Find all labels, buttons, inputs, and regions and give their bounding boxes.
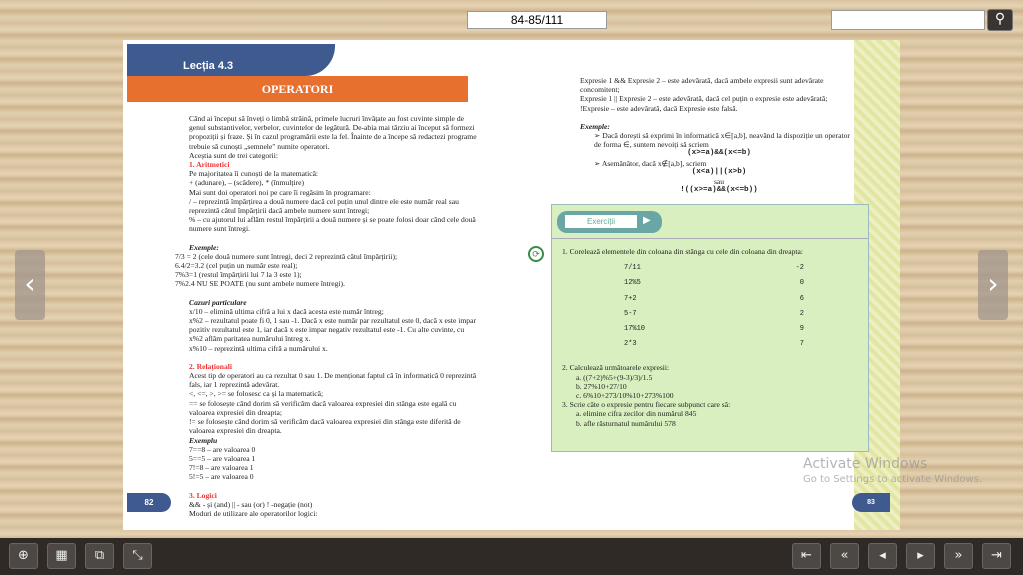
left-item: 17%10	[624, 325, 646, 334]
right-item: 2	[799, 309, 804, 318]
prev-button[interactable]	[868, 543, 897, 569]
subheading: Cazuri particulare	[189, 297, 247, 307]
example: 6.4/2=3.2 (cel puțin un număr este real);	[175, 261, 298, 271]
paragraph: !Expresie – este adevărată, dacă Expresie este falsă.	[580, 103, 738, 113]
watermark-subtitle: Go to Settings to activate Windows.	[803, 473, 983, 485]
example: 7==8 – are valoarea 0	[189, 444, 256, 454]
paragraph: % – cu ajutorul lui aflăm restul împărțirii a două numere și se poate folosi doar când cele două numere sunt întregi.	[189, 215, 476, 234]
paragraph: x%10 – reprezintă ultima cifră a numărului x.	[189, 343, 328, 353]
paragraph: x/10 – elimină ultima cifră a lui x dacă acesta este număr întreg;	[189, 306, 384, 316]
section-heading: 3. Logici	[189, 490, 217, 500]
paragraph: Expresie 1 || Expresie 2 – este adevărată, dacă cel puțin o expresie este adevărată;	[580, 94, 828, 104]
paragraph: / – reprezintă împărțirea a două numere dacă cel puțin unul dintre ele este număr real sau reprezintă câtul împărțirii dacă ambele numere sunt întregi;	[189, 196, 459, 216]
exercises-box	[551, 204, 869, 452]
exercise-item: a. ((7+2)%5+(9-3)/3)/1.5	[576, 372, 653, 382]
next-icon: ▸	[917, 548, 924, 563]
last-page-icon: ⇥	[991, 548, 1002, 563]
left-item: 7+2	[624, 294, 637, 303]
right-page-text	[580, 76, 858, 195]
first-page-icon: ⇤	[801, 548, 812, 563]
exercise-item: a. elimine cifra zecilor din numărul 845	[576, 409, 697, 419]
paragraph: ➢ Asemănător, dacă x∉[a,b], scriem	[594, 158, 707, 168]
thumbnails-icon: ▦	[55, 548, 68, 563]
code: !((x>=a)&&(x<=b))	[680, 186, 758, 195]
paragraph: Expresie 1 && Expresie 2 – este adevărată, dacă ambele expresii sunt adevărate concomitent;	[580, 76, 824, 95]
paragraph: && - și (and) || - sau (or) ! -negație (not)	[189, 499, 313, 509]
example: 5!=5 – are valoarea 0	[189, 472, 254, 482]
forward-button[interactable]	[944, 543, 973, 569]
exercise-question: 3. Scrie câte o expresie pentru fiecare subpunct care să:	[562, 400, 731, 410]
left-item: 5-7	[624, 309, 637, 318]
exercise-question: 1. Corelează elementele din coloana din stânga cu cele din coloana din dreapta:	[562, 247, 803, 256]
lesson-label: Lecția 4.3	[127, 44, 335, 76]
paragraph: <, <=, >, >= se folosesc ca și la matematică;	[189, 389, 324, 399]
example: 7!=8 – are valoarea 1	[189, 463, 254, 473]
search-input[interactable]	[831, 10, 985, 30]
paragraph: Moduri de utilizare ale operatorilor logici:	[189, 508, 318, 518]
example: 5==5 – are valoarea 1	[189, 453, 256, 463]
bottom-toolbar	[0, 538, 1023, 575]
play-icon: ▶	[643, 215, 651, 226]
exercise-item: c. 6%10+273/10%10+273%100	[576, 391, 674, 401]
next-button[interactable]	[906, 543, 935, 569]
paragraph: == se folosește când dorim să verificăm dacă valoarea expresiei din stânga este egală cu valoarea expresiei din dreapta;	[189, 398, 457, 417]
match-table	[624, 264, 862, 349]
page-title: OPERATORI	[127, 76, 468, 102]
section-heading: 1. Aritmetici	[189, 160, 230, 170]
code: (x>=a)&&(x<=b)	[687, 149, 751, 158]
prev-page-arrow[interactable]: ‹	[15, 250, 45, 320]
left-item: 7/11	[624, 264, 641, 273]
right-item: 0	[799, 279, 804, 288]
pages-button[interactable]	[85, 543, 114, 569]
first-page-button[interactable]	[792, 543, 821, 569]
example: 7/3 = 2 (cele două numere sunt întregi, deci 2 reprezintă câtul împărțirii);	[175, 251, 398, 261]
left-page	[123, 40, 512, 530]
paragraph: Acest tip de operatori au ca rezultat 0 sau 1. De menționat faptul că în informatică 0 reprezintă fals, iar 1 reprezintă adevărat.	[189, 371, 477, 390]
fullscreen-button[interactable]	[123, 543, 152, 569]
paragraph: != se folosește când dorim să verificăm dacă valoarea expresiei din stânga este diferită de valoarea expresiei din dreapta.	[189, 417, 461, 436]
paragraph: Aceștia sunt de trei categorii:	[189, 150, 278, 160]
right-item: -2	[795, 264, 804, 273]
exercise-item: b. afle răsturnatul numărului 578	[576, 418, 676, 428]
right-item: 6	[799, 294, 804, 303]
forward-icon: »	[954, 548, 963, 563]
thumbnails-button[interactable]	[47, 543, 76, 569]
right-item: 7	[799, 340, 804, 349]
left-item: 2*3	[624, 340, 637, 349]
activation-watermark	[803, 456, 982, 486]
paragraph: ➢ Dacă dorești să exprimi în informatică x∈[a,b], neavând la dispoziție un operator de forma ∈, suntem nevoiți să scriem	[594, 131, 850, 150]
next-page-arrow[interactable]: ›	[978, 250, 1008, 320]
back-button[interactable]	[830, 543, 859, 569]
pages-icon: ⧉	[94, 548, 105, 563]
magnifier-icon: ⚲	[994, 12, 1006, 27]
page-number: 82	[127, 493, 171, 512]
last-page-button[interactable]	[982, 543, 1011, 569]
search-button[interactable]	[987, 9, 1013, 31]
paragraph: sau	[713, 177, 725, 187]
code: (x<a)||(x>b)	[691, 167, 747, 176]
watermark-title: Activate Windows	[803, 456, 928, 472]
back-icon: «	[840, 548, 849, 563]
page-number-input[interactable]: 84-85/111	[467, 11, 607, 29]
paragraph: Mai sunt doi operatori noi pe care îi regăsim în programare:	[189, 187, 371, 197]
examples-heading: Exemple:	[580, 121, 610, 131]
left-page-text	[175, 114, 479, 518]
exercise-item: b. 27%10+27/10	[576, 381, 627, 391]
exercises-label: Exerciții	[565, 215, 637, 228]
example: 7%3=1 (restul împărțirii lui 7 la 3 este 1);	[175, 270, 302, 280]
link-icon[interactable]: ⟳	[528, 246, 544, 262]
subheading: Exemplu	[189, 435, 218, 445]
left-item: 12%5	[624, 279, 641, 288]
zoom-button[interactable]	[9, 543, 38, 569]
section-heading: 2. Relaționali	[189, 361, 233, 371]
exercises-tab[interactable]	[557, 211, 662, 233]
paragraph: Când ai început să înveți o limbă străină, primele lucruri învățate au fost cuvinte simple de genul substantivelor, verbelor, cuvintelor de legătură. De-abia mai târziu ai început să formezi propoziții și fraze. Și în cazul programării este la fel. Înainte de a începe să redactezi programe trebuie să cunoști „semnele" numite operatori.	[189, 114, 477, 151]
prev-icon: ◂	[879, 548, 886, 563]
page-number: 83	[852, 493, 890, 512]
paragraph: Pe majoritatea îi cunoști de la matematică:	[189, 169, 319, 179]
fullscreen-icon: ⤡	[132, 548, 143, 563]
examples-heading: Exemple:	[189, 242, 219, 252]
right-item: 9	[799, 325, 804, 334]
example: 7%2.4 NU SE POATE (nu sunt ambele numere întregi).	[175, 279, 345, 289]
zoom-icon: ⊕	[18, 548, 29, 563]
paragraph: x%2 – rezultatul poate fi 0, 1 sau -1. Dacă x este număr par rezultatul este 0, dacă x este impar pozitiv rezultatul este 1, iar dacă x este impar negativ rezultatul este -1. Cu alte cuvinte, cu x%2 aflăm paritatea numărului întreg x.	[189, 316, 476, 344]
exercise-question: 2. Calculează următoarele expresii:	[562, 363, 670, 373]
paragraph: + (adunare), – (scădere), * (înmulțire)	[189, 178, 304, 188]
